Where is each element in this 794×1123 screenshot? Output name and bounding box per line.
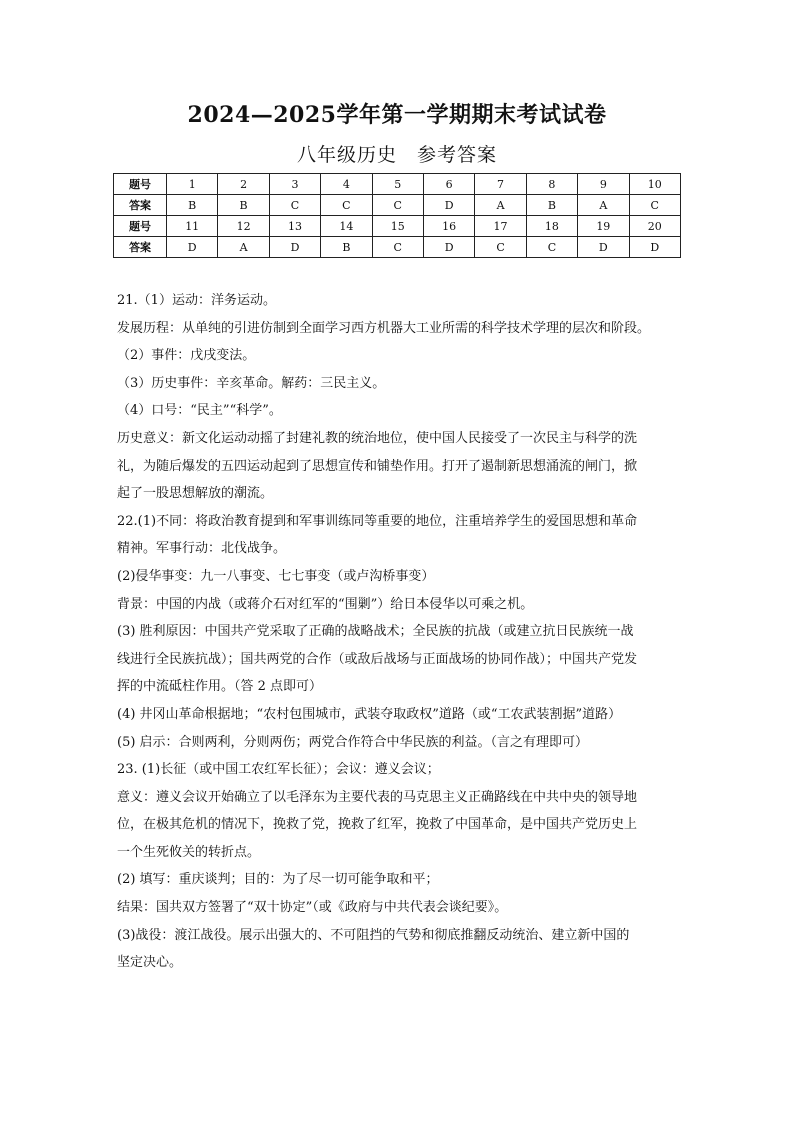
answer-cell: 4 [321, 174, 372, 195]
answer-cell: B [321, 237, 372, 258]
row-label: 题号 [114, 174, 167, 195]
answer-line: (2)侵华事变：九一八事变、七七事变（或卢沟桥事变） [117, 568, 435, 584]
answer-cell: 19 [578, 216, 629, 237]
answer-line: （2）事件：戊戌变法。 [117, 348, 256, 364]
page-subtitle: 八年级历史 参考答案 [296, 144, 497, 166]
answer-cell: 15 [372, 216, 423, 237]
row-label: 答案 [114, 195, 167, 216]
answer-cell: 20 [629, 216, 680, 237]
answer-line: 位，在极其危机的情况下，挽救了党，挽救了红军，挽救了中国革命，是中国共产党历史上 [117, 817, 638, 833]
answer-line: 发展历程：从单纯的引进仿制到全面学习西方机器大工业所需的科学技术学理的层次和阶段。 [117, 320, 651, 336]
answer-cell: C [269, 195, 320, 216]
answer-text [117, 287, 697, 977]
answer-line: （4）口号：“民主”“科学”。 [117, 403, 282, 419]
row-label: 答案 [114, 237, 167, 258]
answer-cell: 3 [269, 174, 320, 195]
answer-line: 线进行全民族抗战）；国共两党的合作（或敌后战场与正面战场的协同作战）；中国共产党发 [117, 651, 638, 667]
answer-cell: 16 [423, 216, 474, 237]
answer-table [113, 173, 681, 258]
answer-cell: D [423, 195, 474, 216]
answer-cell: B [167, 195, 218, 216]
answer-cell: A [218, 237, 269, 258]
answer-cell: 18 [526, 216, 577, 237]
answer-table-row [114, 195, 681, 216]
answer-cell: 14 [321, 216, 372, 237]
row-label: 题号 [114, 216, 167, 237]
answer-cell: 7 [475, 174, 526, 195]
answer-cell: 6 [423, 174, 474, 195]
answer-cell: D [629, 237, 680, 258]
answer-cell: 10 [629, 174, 680, 195]
answer-cell: C [475, 237, 526, 258]
answer-line: 22.(1)不同：将政治教育提到和军事训练同等重要的地位，注重培养学生的爱国思想和革命 [117, 513, 638, 529]
answer-cell: 2 [218, 174, 269, 195]
answer-line: 结果：国共双方签署了“双十协定”（或《政府与中共代表会谈纪要》。 [117, 900, 508, 916]
page-title: 2024—2025学年第一学期期末考试试卷 [187, 102, 607, 128]
answer-line: (3) 胜利原因：中国共产党采取了正确的战略战术；全民族的抗战（或建立抗日民族统一战 [117, 624, 634, 640]
answer-table-row [114, 216, 681, 237]
answer-cell: C [372, 237, 423, 258]
answer-line: 挥的中流砥柱作用。（答 2 点即可） [117, 679, 323, 695]
answer-line: 21.（1）运动：洋务运动。 [117, 293, 276, 308]
answer-cell: B [218, 195, 269, 216]
answer-cell: 17 [475, 216, 526, 237]
answer-line: 精神。军事行动：北伐战争。 [117, 541, 287, 557]
answer-line: 意义：遵义会议开始确立了以毛泽东为主要代表的马克思主义正确路线在中共中央的领导地 [117, 789, 638, 805]
answer-line: 起了一股思想解放的潮流。 [117, 486, 274, 502]
answer-cell: D [167, 237, 218, 258]
answer-line: (3)战役：渡江战役。展示出强大的、不可阻挡的气势和彻底推翻反动统治、建立新中国的 [117, 927, 630, 943]
answer-table-row [114, 174, 681, 195]
answer-cell: 11 [167, 216, 218, 237]
answer-cell: B [526, 195, 577, 216]
answer-line: 背景：中国的内战（或蒋介石对红军的“围剿”）给日本侵华以可乘之机。 [117, 596, 534, 612]
answer-line: 礼，为随后爆发的五四运动起到了思想宣传和铺垫作用。打开了遏制新思想涌流的闸门，掀 [117, 458, 638, 474]
answer-cell: A [578, 195, 629, 216]
answer-line: (5) 启示：合则两利，分则两伤；两党合作符合中华民族的利益。（言之有理即可） [117, 734, 589, 750]
answer-cell: 1 [167, 174, 218, 195]
answer-line: 坚定决心。 [117, 955, 183, 971]
answer-cell: 12 [218, 216, 269, 237]
answer-line: （3）历史事件：辛亥革命。解药：三民主义。 [117, 375, 386, 391]
answer-line: (4) 井冈山革命根据地；“农村包围城市，武装夺取政权”道路（或“工农武装割据”道路） [117, 706, 622, 722]
answer-cell: C [629, 195, 680, 216]
answer-cell: D [269, 237, 320, 258]
answer-cell: D [578, 237, 629, 258]
answer-line: 23. (1)长征（或中国工农红军长征）；会议：遵义会议； [117, 762, 440, 778]
answer-cell: 9 [578, 174, 629, 195]
answer-cell: 13 [269, 216, 320, 237]
answer-line: 一个生死攸关的转折点。 [117, 844, 261, 860]
answer-cell: C [526, 237, 577, 258]
answer-cell: D [423, 237, 474, 258]
answer-table-row [114, 237, 681, 258]
answer-cell: 8 [526, 174, 577, 195]
answer-cell: A [475, 195, 526, 216]
answer-line: 历史意义：新文化运动动摇了封建礼教的统治地位，使中国人民接受了一次民主与科学的洗 [117, 430, 638, 446]
answer-cell: C [321, 195, 372, 216]
answer-line: (2) 填写：重庆谈判；目的：为了尽一切可能争取和平； [117, 872, 439, 888]
answer-cell: 5 [372, 174, 423, 195]
answer-cell: C [372, 195, 423, 216]
